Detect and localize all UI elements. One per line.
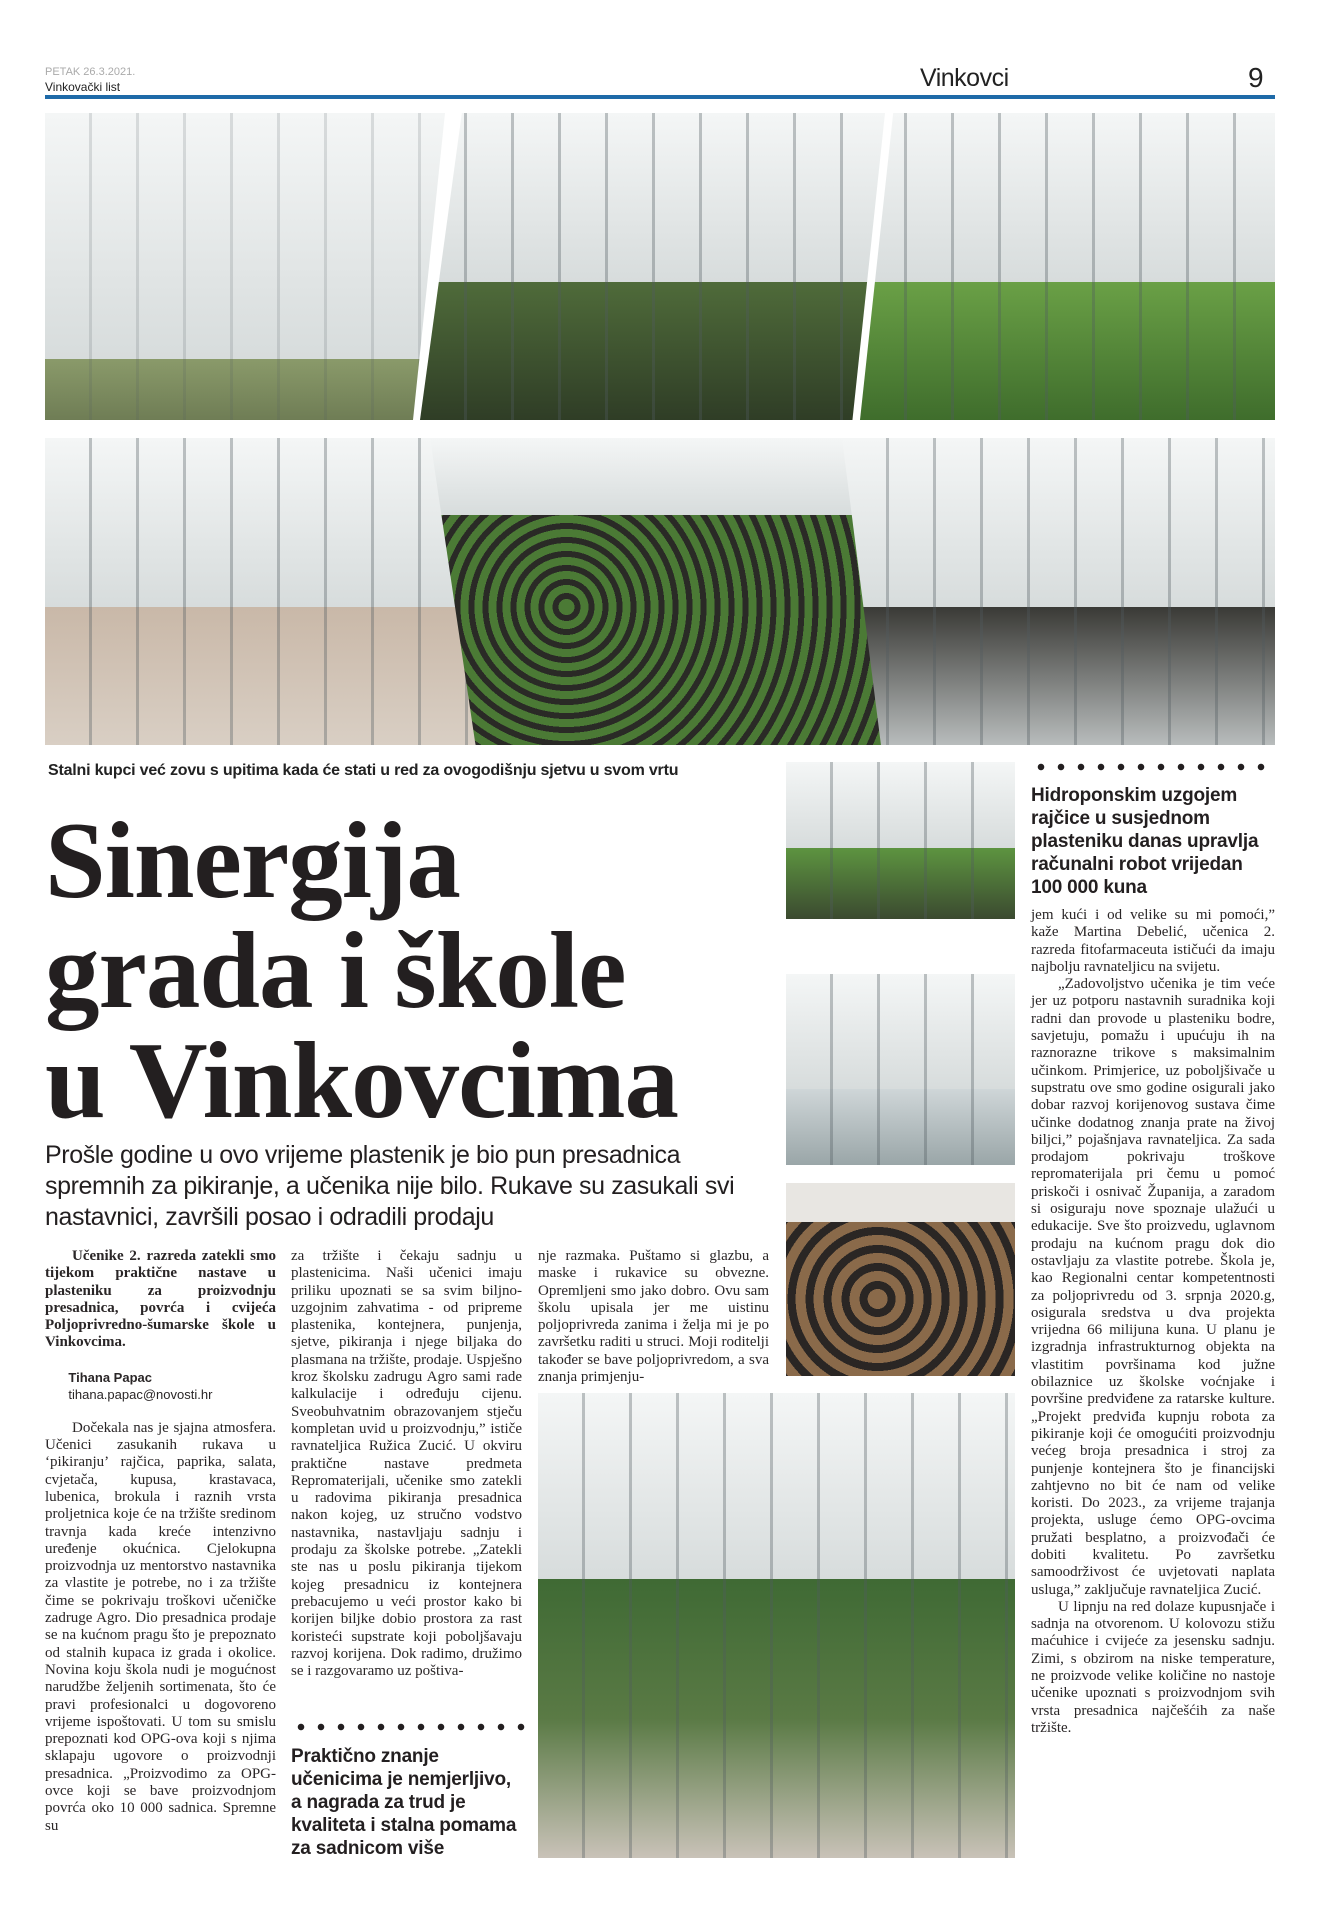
photo-worker-pots	[842, 438, 1275, 745]
headline-line: Sinergija	[45, 800, 460, 921]
photo-students-tomato	[860, 113, 1275, 420]
issue-date: PETAK 26.3.2021.	[45, 66, 136, 78]
body-column-1	[45, 1248, 276, 1835]
newspaper-name: Vinkovački list	[45, 80, 121, 94]
photo-greenhouse-exterior	[45, 113, 445, 420]
body-paragraph: U lipnju na red dolaze kupusnjače i sadnja na otvorenom. U kolovozu stižu maćuhice i cvijeće za jesensku sadnju. Zimi, s obzirom na niske temperature, ne proizvode velike količine no nastoje učenike upoznati s proizvodnjom svih vrsta presadnica najčešćih za naše tržište.	[1031, 1598, 1275, 1736]
body-column-2	[291, 1248, 522, 1680]
body-column-4	[1031, 907, 1275, 1737]
photo-worker-seedlings	[420, 113, 885, 420]
photo-hydroponic-rows	[786, 974, 1015, 1165]
body-paragraph: Dočekala nas je sjajna atmosfera. Učenici zasukanih rukava u ‘pikiranju’ rajčica, paprika, salata, cvjetača, kupusa, krastavaca, lubenica, brokula i raznih vrsta proljetnica koje će na tržište sredinom travnja kada kreće intenzivno uređenje okućnica. Cjelokupna proizvodnja uz mentorstvo nastavnika za vlastite je potrebe, no i za tržište čime se pokrivaju troškovi učeničke zadruge Agro. Dio presadnica prodaje se na kućnom pragu što je prepoznato od stalnih kupaca iz grada i okolice. Novina koju škola nudi je mogućnost narudžbe željenih sortimenata, što će pravi profesionalci u dogovoreno vrijeme ispoštovati. U tom su smislu prepoznati kod OPG-ova koji s njima sklapaju ugovore o proizvodnji presadnica. „Proizvodimo za OPG-ovce koji se bave proizvodnjom povrća oko 10 000 sadnica. Spremne su	[45, 1419, 276, 1834]
dot-divider	[291, 1723, 526, 1731]
lead-paragraph: Učenike 2. razreda zatekli smo tijekom praktične nastave u plasteniku za proizvodnju presadnica, povrća i cvijeća Poljoprivredno-šumarske škole u Vinkovcima.	[45, 1248, 276, 1351]
deck: Prošle godine u ovo vrijeme plastenik je bio pun presadnica spremnih za pikiranje, a učenika nije bilo. Rukave su zasukali svi nastavnici, završili posao i odradili prodaju	[45, 1141, 735, 1231]
body-paragraph: „Zadovoljstvo učenika je tim veće jer uz potporu nastavnih suradnika koji radni dan provode u plasteniku bodre, savjetuju, pomažu i upućuju ih na raznorazne trikove s maksimalnim učinkom. Primjerice, uz poboljšivače u supstratu ove smo godine osigurali jako dobar razvoj korijenovog sustava čime učinke dodatnog znanja prate na živoj biljci,” pojašnjava ravnateljica. Za sada prodajom pokrivaju troškove repromaterijala pri čemu u pomoć priskoči i osnivač Županija, a zaradom si osiguraju nove spoznaje ulažući u edukacije. Sve što proizvedu, uglavnom prodaju na kućnom pragu dok dio ostavljaju za vlastite potrebe. Škola je, kao Regionalni centar kompetentnosti za poljoprivredu od 3. srpnja 2020.g, osigurala sredstva u dva projekta vrijedna 66 milijuna kuna. U planu je izgradnja infrastrukturnog objekta na vlastitim površinama kod južne obilaznice uz školske voćnjake i površine predviđene za ratarske kulture. „Projekt predviđa kupnju robota za pikiranje koji će omogućiti proizvodnju većeg broja presadnica i stroj za punjenje kontejnera što je financijski zahtjevno no bit će nam od velike koristi. Do 2023., za vrijeme trajanja projekta, usluge ćemo OPG-ovcima pružati besplatno, a proizvođači će dobiti kvalitetu. Po završetku samoodrživost će uvjetovati naplata usluga,” zaključuje ravnateljica Zucić.	[1031, 976, 1275, 1598]
photo-teacher-plants	[430, 438, 885, 745]
photo-tomato-seedlings	[786, 762, 1015, 919]
subheading-1: Praktično znanje učenicima je nemjerljivo, a nagrada za trud je kvaliteta i stalna pomama za sadnicom više	[291, 1746, 517, 1859]
dot-divider	[1031, 763, 1276, 771]
body-paragraph: nje razmaka. Puštamo si glazbu, a maske i rukavice su obvezne. Opremljeni smo jako dobro. Ovu sam školu upisala jer me uistinu poljoprivreda zanima i želja mi je po završetku raditi u struci. Moji roditelji također se bave poljoprivredom, a sva znanja primjenju-	[538, 1248, 769, 1386]
author-email: tihana.papac@novosti.hr	[68, 1386, 213, 1402]
author-name: Tihana Papac	[68, 1369, 152, 1385]
headline-line: grada i škole	[45, 910, 626, 1031]
header-rule	[45, 95, 1275, 99]
photo-greenhouse-interior-students	[538, 1393, 1015, 1858]
photo-students-table	[45, 438, 475, 745]
headline	[45, 800, 785, 1141]
body-column-3	[538, 1248, 769, 1386]
section-title: Vinkovci	[920, 64, 1009, 92]
photo-potting-hands	[786, 1183, 1015, 1376]
body-paragraph: jem kući i od velike su mi pomoći,” kaže Martina Debelić, učenica 2. razreda fitofarmaceuta ističući da imaju najbolju ravnateljicu na svijetu.	[1031, 907, 1275, 975]
page-number: 9	[1248, 62, 1264, 93]
body-paragraph: za tržište i čekaju sadnju u plastenicima. Naši učenici imaju priliku upoznati se sa svim biljno-uzgojnim zahvatima - od pripreme plastenika, kontejnera, punjenja, sjetve, pikiranja i njege biljaka do plasmana na tržište, prodaje. Uspješno kroz školsku zadrugu Agro sami rade kalkulacije i određuju cijenu. Sveobuhvatnim obrazovanjem stječu kompletan uvid u proizvodnju,” ističe ravnateljica Ružica Zucić. U okviru praktične nastave predmeta Repromaterijali, učenike smo zatekli u radovima pikiranja presadnica nakon kojeg, uz stručno vodstvo nastavnika, nastavljaju sadnju i prodaju za školske potrebe. „Zatekli ste nas u poslu pikiranja tijekom kojeg presadnicu iz kontejnera prebacujemo u veći prostor kako bi korijen biljke dobio prostora za rast koristeći supstrate koji poboljšavaju razvoj korijena. Dok radimo, družimo se i razgovaramo uz poštiva-	[291, 1248, 522, 1680]
subheading-2: Hidroponskim uzgojem rajčice u susjednom plasteniku danas upravlja računalni robot vrijedan 100 000 kuna	[1031, 785, 1259, 898]
photo-caption: Stalni kupci već zovu s upitima kada će stati u red za ovogodišnju sjetvu u svom vrtu	[48, 762, 679, 779]
headline-line: u Vinkovcima	[45, 1020, 679, 1141]
